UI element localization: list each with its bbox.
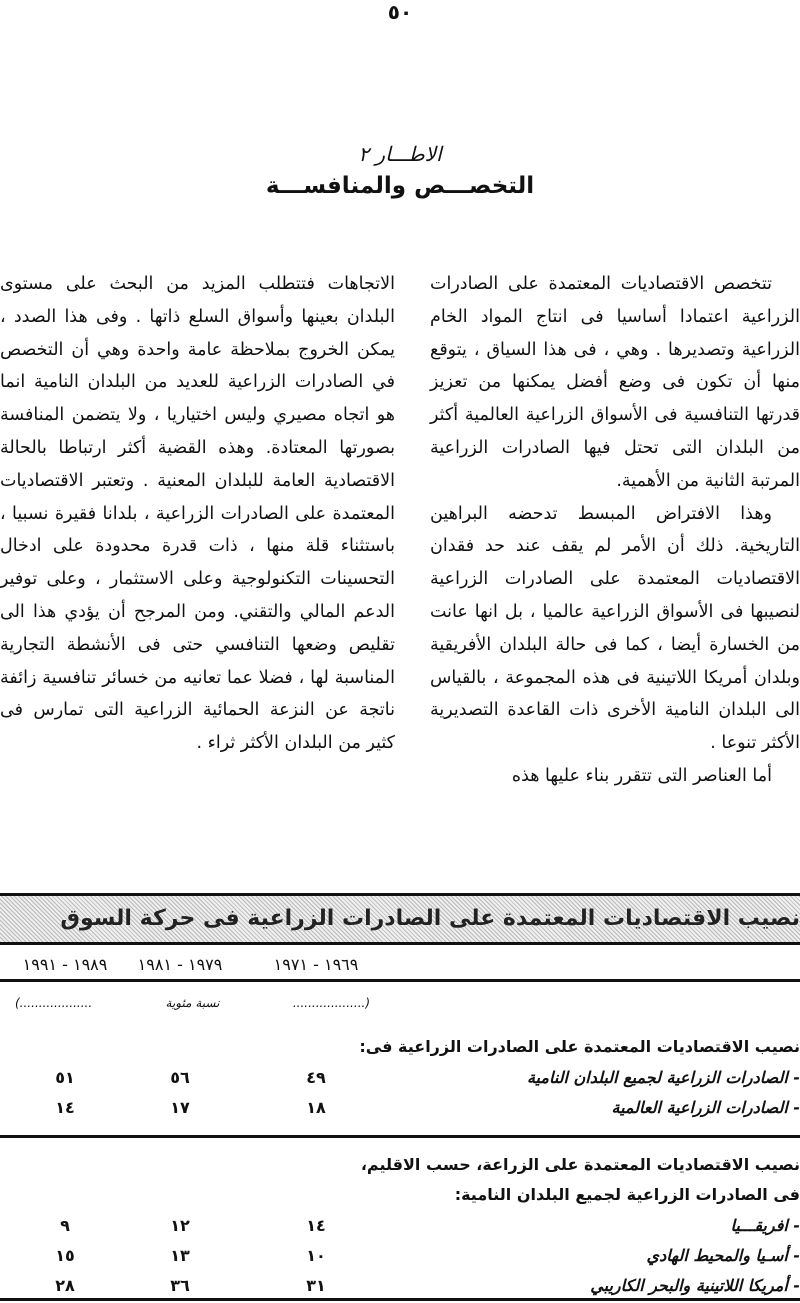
cell: ١٥ [55, 1246, 75, 1265]
row-label: - الصادرات الزراعية لجميع البلدان النامية [526, 1068, 800, 1087]
cell: ٥٦ [170, 1068, 190, 1087]
box-heading [0, 140, 800, 204]
paragraph: الاتجاهات فتتطلب المزيد من البحث على مستوى البلدان بعينها وأسواق السلع ذاتها . وفى هذا الصدد ، يمكن الخروج بملاحظة عامة واحدة وهي أن التخصص في الصادرات الزراعية للعديد من البلدان النامية انما هو اتجاه مصيري وليس اختياريا ، ولا يتضمن المنافسة بصورتها المعتادة. وهذه القضية أكثر ارتباطا بالحالة الاقتصادية العامة للبلدان المعنية . وتعتبر الاقتصاديات المعتمدة على الصادرات الزراعية ، بلدانا فقيرة نسبيا ، باستثناء قلة منها ، ذات قدرة محدودة على ادخال التحسينات التكنولوجية وعلى الاستثمار ، وعلى توفير الدعم المالي والتقني. ومن المرجح أن يؤدي هذا الى تقليص وضعها التنافسي حتى فى الأنشطة التجارية المناسبة لها ، فضلا عما تعانيه من خسائر تنافسية زائفة ناتجة عن النزعة الحمائية الزراعية التى تمارس فى كثير من البلدان الأكثر ثراء . [0, 274, 395, 754]
paragraph: وهذا الافتراض المبسط تدحضه البراهين التاريخية. ذلك أن الأمر لم يقف عند حد فقدان الاقتصاديات المعتمدة على الصادرات الزراعية لنصيبها فى الأسواق الزراعية عالميا ، بل انها عانت من الخسارة أيضا ، كما فى حالة البلدان الأفريقية وبلدان أمريكا اللاتينية فى هذه المجموعة ، بالقياس الى البلدان النامية الأخرى ذات القاعدة التصديرية الأكثر تنوعا . [430, 503, 800, 754]
cell: ٣١ [306, 1276, 326, 1295]
row-label: - الصادرات الزراعية العالمية [611, 1098, 800, 1117]
cell: ٣٦ [170, 1276, 190, 1295]
column-header: ١٩٨٩ - ١٩٩١ [22, 955, 108, 974]
row-label: - أسـيا والمحيط الهادي [646, 1246, 800, 1265]
unit-label: نسبة مئوية [165, 996, 220, 1010]
section-heading: نصيب الاقتصاديات المعتمدة على الصادرات الزراعية فى: [359, 1037, 800, 1056]
cell: ٤٩ [306, 1068, 326, 1087]
page-number: ٥٠ [387, 0, 413, 24]
cell: ١٤ [306, 1216, 326, 1235]
cell: ١٢ [170, 1216, 190, 1235]
cell: ١٨ [306, 1098, 326, 1117]
table-title: نصيب الاقتصاديات المعتمدة على الصادرات الزراعية فى حركة السوق [60, 906, 800, 931]
divider [0, 979, 800, 982]
column-header: ١٩٦٩ - ١٩٧١ [273, 955, 359, 974]
cell: ١٧ [170, 1098, 190, 1117]
unit-row [15, 996, 370, 1010]
paragraph: أما العناصر التى تتقرر بناء عليها هذه [511, 765, 772, 786]
divider [0, 1298, 800, 1301]
divider [0, 1135, 800, 1138]
text-column-left [0, 268, 395, 760]
section-heading: نصيب الاقتصاديات المعتمدة على الزراعة، حسب الاقليم، [360, 1155, 800, 1174]
cell: ٥١ [55, 1068, 75, 1087]
cell: ٢٨ [55, 1276, 75, 1295]
paragraph: تتخصص الاقتصاديات المعتمدة على الصادرات الزراعية اعتمادا أساسيا فى انتاج المواد الخام الزراعية وتصديرها . وهي ، فى هذا السياق ، يتوقع منها أن تكون فى وضع أفضل يمكنها من تعزيز قدرتها التنافسية فى الأسواق الزراعية العالمية أكثر من البلدان التى تحتل فيها الصادرات الزراعية المرتبة الثانية من الأهمية. [430, 274, 800, 491]
cell: ٩ [60, 1216, 70, 1235]
cell: ١٠ [306, 1246, 326, 1265]
unit-close: ...................) [15, 996, 93, 1010]
column-header: ١٩٧٩ - ١٩٨١ [137, 955, 223, 974]
unit-open: (................... [292, 996, 370, 1010]
box-label: الاطـــار ٢ [358, 142, 442, 166]
section-subheading: فى الصادرات الزراعية لجميع البلدان النامية: [454, 1185, 800, 1204]
box-title: التخصـــص والمنافســـة [265, 173, 535, 199]
text-column-right [430, 268, 800, 793]
cell: ١٤ [55, 1098, 75, 1117]
cell: ١٣ [170, 1246, 190, 1265]
row-label: - افريقـــيا [730, 1216, 800, 1235]
row-label: - أمريكا اللاتينية والبحر الكاريبي [590, 1276, 800, 1295]
